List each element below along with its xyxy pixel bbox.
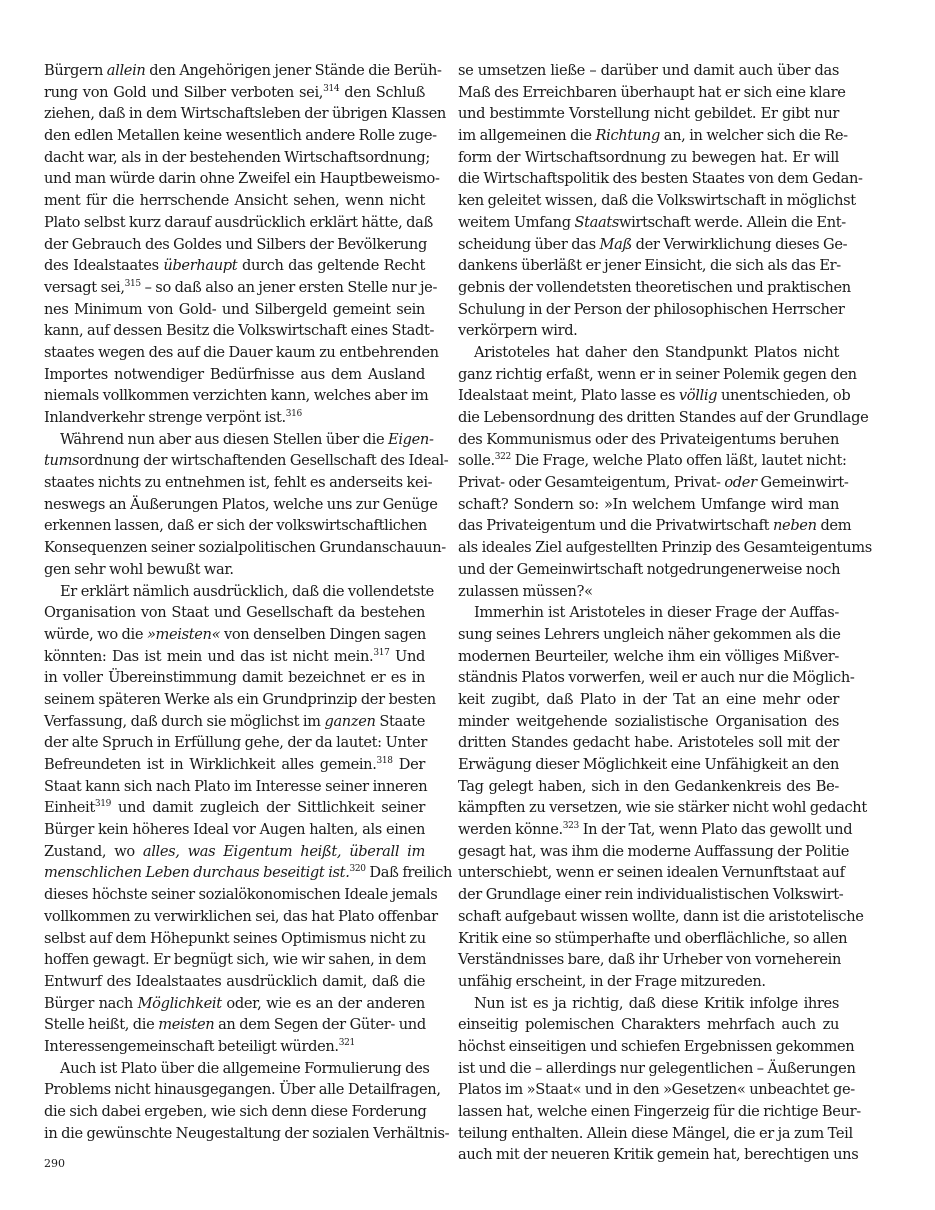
text-line xyxy=(458,1079,855,1101)
text-run: minder weitgehende sozialistische Organisation des xyxy=(458,712,839,730)
text-run: gen sehr wohl bewußt war. xyxy=(44,560,234,578)
emphasis: ganzen xyxy=(324,712,376,730)
text-run: versagt sei, xyxy=(44,278,125,296)
text-run: Daß freilich xyxy=(365,864,453,882)
text-line xyxy=(44,60,442,82)
text-run: und der Gemeinwirtschaft notgedrungenerweise noch xyxy=(458,560,841,578)
text-line xyxy=(458,646,839,668)
text-run: der Grundlage einer rein individualistischen Volkswirt- xyxy=(458,886,844,904)
text-run: dieses höchste seiner sozialökonomischen Ideale jemals xyxy=(44,886,438,904)
text-run: und damit zugleich der Sittlichkeit seiner xyxy=(110,799,425,817)
footnote-ref: 318 xyxy=(376,756,393,767)
text-line xyxy=(458,494,839,516)
footnote-ref: 323 xyxy=(562,821,579,832)
text-run: höchst einseitigen und schiefen Ergebnissen gekommen xyxy=(458,1037,855,1055)
text-line xyxy=(44,1123,450,1145)
text-run: Konsequenzen seiner sozialpolitischen Grundanschauun- xyxy=(44,539,446,557)
text-line xyxy=(458,1123,853,1145)
emphasis: überhaupt xyxy=(163,257,238,275)
text-line xyxy=(44,1058,430,1080)
text-run: weitem Umfang xyxy=(458,213,575,231)
text-line xyxy=(44,689,436,711)
text-run: dacht war, als in der bestehenden Wirtschaftsordnung; xyxy=(44,148,430,166)
emphasis: Möglichkeit xyxy=(137,994,222,1012)
text-line xyxy=(44,711,425,733)
text-line xyxy=(458,234,848,256)
text-line xyxy=(458,407,869,429)
text-line xyxy=(458,1036,855,1058)
text-run: – so daß also an jener ersten Stelle nur je- xyxy=(140,278,438,296)
text-line xyxy=(44,841,425,863)
text-run: das Privateigentum und die Privatwirtschaft xyxy=(458,517,773,535)
text-run: Der xyxy=(392,756,425,773)
text-run: an, in welcher sich die Re- xyxy=(659,127,848,145)
text-run: erkennen lassen, daß er sich der volkswirtschaftlichen xyxy=(44,517,427,535)
text-run: niemals vollkommen verzichten kann, welches aber im xyxy=(44,387,429,405)
text-line xyxy=(458,797,867,819)
text-line xyxy=(44,407,425,429)
footnote-ref: 315 xyxy=(124,279,141,290)
emphasis: Richtung xyxy=(595,127,660,145)
footnote-ref: 317 xyxy=(373,647,390,658)
footnote-ref: 316 xyxy=(285,409,302,420)
text-run: den Angehörigen jener Stände die Berüh- xyxy=(145,62,442,79)
text-line xyxy=(458,212,846,234)
text-line xyxy=(44,494,438,516)
text-line xyxy=(458,602,839,624)
text-run: kämpften zu versetzen, wie sie stärker nicht wohl gedacht xyxy=(458,799,867,817)
text-run: seinem späteren Werke als ein Grundprinzip der besten xyxy=(44,690,436,708)
text-run: sung seines Lehrers ungleich näher gekommen als die xyxy=(458,625,841,643)
text-run: Bürger kein höheres Ideal vor Augen halten, als einen xyxy=(44,821,425,839)
text-run: schaft? Sondern so: »In welchem Umfange wird man xyxy=(458,495,839,513)
text-line xyxy=(44,884,438,906)
text-line xyxy=(44,82,425,104)
text-run: wirtschaft werde. Allein die Ent- xyxy=(619,213,846,231)
text-run: In der Tat, wenn Plato das gewollt und xyxy=(578,821,853,839)
text-run: Verständnisses bare, daß ihr Urheber von vorneherein xyxy=(458,951,841,969)
text-line xyxy=(44,667,425,689)
text-run: ordnung der wirtschaftenden Gesellschaft des Ideal- xyxy=(79,452,449,470)
text-run: Stelle heißt, die xyxy=(44,1016,159,1034)
text-run: Einheit xyxy=(44,799,95,817)
text-line xyxy=(458,364,857,386)
text-run: Befreundeten ist in Wirklichkeit alles gemein. xyxy=(44,756,377,773)
text-run: Er erklärt nämlich ausdrücklich, daß die vollendetste xyxy=(60,582,434,600)
text-run: Tag gelegt haben, sich in den Gedankenkreis des Be- xyxy=(458,777,839,795)
text-run: Organisation von Staat und Gesellschaft da bestehen xyxy=(44,604,425,622)
text-line xyxy=(458,906,864,928)
text-run: Problems nicht hinausgegangen. Über alle Detailfragen, xyxy=(44,1081,441,1099)
text-run: Inlandverkehr strenge verpönt ist. xyxy=(44,409,286,426)
footnote-ref: 321 xyxy=(338,1038,355,1049)
text-run: teilung enthalten. Allein diese Mängel, die er ja zum Teil xyxy=(458,1124,853,1142)
text-line xyxy=(458,776,839,798)
text-line xyxy=(44,342,439,364)
text-run: von denselben Dingen sagen xyxy=(220,625,426,643)
text-line xyxy=(458,125,848,147)
text-line xyxy=(44,797,425,819)
text-line xyxy=(44,581,434,603)
text-line xyxy=(458,1014,839,1036)
text-run: Staate xyxy=(375,712,426,730)
text-run: modernen Beurteiler, welche ihm ein völliges Mißver- xyxy=(458,647,839,665)
text-line xyxy=(44,255,425,277)
text-run: durch das geltende Recht xyxy=(237,257,425,275)
text-line xyxy=(458,559,839,581)
text-line xyxy=(458,342,839,364)
text-line xyxy=(44,602,425,624)
text-run: ken geleitet wissen, daß die Volkswirtschaft in möglichst xyxy=(458,192,856,210)
text-run: ist und die – allerdings nur gelegentlichen – Äußerungen xyxy=(458,1059,856,1077)
text-run: zulassen müssen?« xyxy=(458,582,593,600)
text-run: die Wirtschaftspolitik des besten Staates von dem Gedan- xyxy=(458,170,863,188)
text-run: Während nun aber aus diesen Stellen über die xyxy=(60,430,389,448)
footnote-ref: 314 xyxy=(323,83,340,94)
text-run: oder, wie es an der anderen xyxy=(221,994,425,1012)
text-line xyxy=(458,190,856,212)
text-line xyxy=(44,537,446,559)
text-run: des Idealstaates xyxy=(44,257,164,275)
text-line xyxy=(458,147,839,169)
text-line xyxy=(44,1036,425,1058)
text-run: ständnis Platos vorwerfen, weil er auch nur die Möglich- xyxy=(458,669,855,687)
text-run: gesagt hat, was ihm die moderne Auffassung der Politie xyxy=(458,842,850,860)
text-run: Schulung in der Person der philosophischen Herrscher xyxy=(458,300,845,318)
text-run: dem xyxy=(816,517,852,535)
text-run: der Gebrauch des Goldes und Silbers der Bevölkerung xyxy=(44,235,427,253)
text-run: Maß des Erreichbaren überhaupt hat er sich eine klare xyxy=(458,83,846,101)
emphasis: völlig xyxy=(678,387,718,405)
text-run: solle. xyxy=(458,452,495,470)
text-run: lassen hat, welche einen Fingerzeig für die richtige Beur- xyxy=(458,1103,861,1120)
text-line xyxy=(44,1101,425,1123)
text-run: vollkommen zu verwirklichen sei, das hat Plato offenbar xyxy=(44,907,438,925)
text-run: ziehen, daß in dem Wirtschaftsleben der übrigen Klassen xyxy=(44,105,446,123)
text-line xyxy=(44,862,453,884)
text-line xyxy=(458,168,863,190)
text-run: Bürgern xyxy=(44,62,107,79)
text-line xyxy=(458,82,846,104)
text-line xyxy=(458,841,850,863)
emphasis: Eigen- xyxy=(388,430,434,448)
text-line xyxy=(44,819,425,841)
text-line xyxy=(458,1144,859,1166)
text-run: des Kommunismus oder des Privateigentums beruhen xyxy=(458,430,839,448)
text-line xyxy=(44,646,425,668)
text-line xyxy=(458,624,839,646)
text-run: die Lebensordnung des dritten Standes auf der Grundlage xyxy=(458,409,869,426)
emphasis: alles, was Eigentum heißt, überall im xyxy=(142,842,425,860)
text-run: Privat- oder Gesamteigentum, Privat- xyxy=(458,474,725,492)
text-line xyxy=(458,429,839,451)
text-line xyxy=(44,168,440,190)
text-line xyxy=(458,537,872,559)
text-run: die sich dabei ergeben, wie sich denn diese Forderung xyxy=(44,1103,427,1120)
text-run: gebnis der vollendetsten theoretischen und praktischen xyxy=(458,278,851,296)
text-line xyxy=(44,754,425,776)
text-run: nes Minimum von Gold- und Silbergeld gemeint sein xyxy=(44,300,425,318)
text-run: form der Wirtschaftsordnung zu bewegen hat. Er will xyxy=(458,148,839,166)
text-run: Interessengemeinschaft beteiligt würden. xyxy=(44,1037,339,1055)
text-run: Verfassung, daß durch sie möglichst im xyxy=(44,712,325,730)
text-line xyxy=(44,103,446,125)
text-line xyxy=(458,993,839,1015)
emphasis: »meisten« xyxy=(146,625,221,643)
text-line xyxy=(458,515,852,537)
text-line xyxy=(44,906,438,928)
text-line xyxy=(44,949,425,971)
text-run: dankens überläßt er jener Einsicht, die sich als das Er- xyxy=(458,257,841,275)
text-line xyxy=(44,559,425,581)
text-run: Erwägung dieser Möglichkeit eine Unfähigkeit an den xyxy=(458,756,840,773)
footnote-ref: 319 xyxy=(94,799,111,810)
text-line xyxy=(458,320,839,342)
text-run: als ideales Ziel aufgestellten Prinzip des Gesamteigentums xyxy=(458,539,872,557)
text-line xyxy=(458,581,839,603)
text-line xyxy=(458,472,849,494)
emphasis: Maß xyxy=(599,235,632,253)
text-run: der Verwirklichung dieses Ge- xyxy=(631,235,848,253)
text-line xyxy=(458,949,839,971)
text-run: se umsetzen ließe – darüber und damit auch über das xyxy=(458,62,839,79)
text-run: scheidung über das xyxy=(458,235,600,253)
text-line xyxy=(44,971,425,993)
text-run: Immerhin ist Aristoteles in dieser Frage der Auffas- xyxy=(474,604,839,622)
text-line xyxy=(458,819,853,841)
emphasis: oder xyxy=(724,474,757,492)
text-line xyxy=(44,234,425,256)
text-run: ganz richtig erfaßt, wenn er in seiner Polemik gegen den xyxy=(458,365,857,383)
text-run: Platos im »Staat« und in den »Gesetzen« unbeachtet ge- xyxy=(458,1081,855,1099)
text-line xyxy=(44,147,430,169)
text-line xyxy=(44,1014,425,1036)
text-run: Entwurf des Idealstaates ausdrücklich damit, daß die xyxy=(44,972,425,990)
text-run: an dem Segen der Güter- und xyxy=(214,1016,426,1034)
text-line xyxy=(44,364,425,386)
text-run: staates wegen des auf die Dauer kaum zu entbehrenden xyxy=(44,343,439,361)
emphasis: tums xyxy=(44,452,80,470)
text-run: hoffen gewagt. Er begnügt sich, wie wir sahen, in dem xyxy=(44,951,427,969)
footnote-ref: 322 xyxy=(494,452,511,463)
text-line xyxy=(44,190,425,212)
text-line xyxy=(458,385,851,407)
text-line xyxy=(44,776,428,798)
text-line xyxy=(458,884,844,906)
text-line xyxy=(44,429,434,451)
text-line xyxy=(44,320,435,342)
text-line xyxy=(458,928,848,950)
emphasis: menschlichen Leben durchaus beseitigt ist. xyxy=(44,864,350,882)
text-run: im allgemeinen die xyxy=(458,127,596,145)
text-run: neswegs an Äußerungen Platos, welche uns zur Genüge xyxy=(44,495,438,513)
text-line xyxy=(458,862,845,884)
text-line xyxy=(44,928,425,950)
right-column xyxy=(458,60,872,1166)
text-run: Plato selbst kurz darauf ausdrücklich erklärt hätte, daß xyxy=(44,213,433,231)
text-line xyxy=(44,450,449,472)
text-line xyxy=(458,255,839,277)
text-run: dritten Standes gedacht habe. Aristoteles soll mit der xyxy=(458,734,839,752)
text-run: Gemeinwirt- xyxy=(756,474,849,492)
text-run: unfähig erscheint, in der Frage mitzureden. xyxy=(458,972,766,990)
text-line xyxy=(458,667,855,689)
text-run: rung von Gold und Silber verboten sei, xyxy=(44,83,324,101)
text-run: würde, wo die xyxy=(44,625,147,643)
text-run: Aristoteles hat daher den Standpunkt Platos nicht xyxy=(474,343,839,361)
text-run: Nun ist es ja richtig, daß diese Kritik infolge ihres xyxy=(474,994,839,1012)
text-run: ment für die herrschende Ansicht sehen, wenn nicht xyxy=(44,192,425,210)
text-line xyxy=(458,299,845,321)
text-run: in die gewünschte Neugestaltung der sozialen Verhältnis- xyxy=(44,1124,450,1142)
emphasis: meisten xyxy=(158,1016,215,1034)
text-run: auch mit der neueren Kritik gemein hat, berechtigen uns xyxy=(458,1146,859,1164)
text-run: den edlen Metallen keine wesentlich andere Rolle zuge- xyxy=(44,127,437,145)
text-line xyxy=(458,732,839,754)
text-run: unterschiebt, wenn er seinen idealen Vernunftstaat auf xyxy=(458,864,845,882)
left-column xyxy=(44,60,453,1144)
text-run: Staat kann sich nach Plato im Interesse seiner inneren xyxy=(44,777,428,795)
text-run: könnten: Das ist mein und das ist nicht mein. xyxy=(44,647,374,665)
footnote-ref: 320 xyxy=(349,864,366,875)
text-run: und man würde darin ohne Zweifel ein Hauptbeweismo- xyxy=(44,170,440,188)
text-line xyxy=(458,754,839,776)
emphasis: neben xyxy=(772,517,817,535)
text-line xyxy=(44,624,425,646)
text-line xyxy=(458,711,839,733)
text-run: der alte Spruch in Erfüllung gehe, der da lautet: Unter xyxy=(44,734,427,752)
emphasis: allein xyxy=(106,62,146,79)
text-line xyxy=(458,1101,861,1123)
text-line xyxy=(458,277,851,299)
text-run: werden könne. xyxy=(458,821,563,839)
page-number: 290 xyxy=(44,1157,65,1170)
text-line xyxy=(44,732,425,754)
text-line xyxy=(44,277,438,299)
text-line xyxy=(44,299,425,321)
text-run: in voller Übereinstimmung damit bezeichnet er es in xyxy=(44,669,425,687)
text-run: Und xyxy=(389,647,426,665)
text-line xyxy=(44,212,433,234)
text-line xyxy=(458,450,847,472)
text-line xyxy=(44,993,425,1015)
text-run: Importes notwendiger Bedürfnisse aus dem Ausland xyxy=(44,365,425,383)
text-run: unentschieden, ob xyxy=(717,387,851,405)
text-run: und bestimmte Vorstellung nicht gebildet. Er gibt nur xyxy=(458,105,839,123)
text-run: Bürger nach xyxy=(44,994,138,1012)
text-line xyxy=(44,125,437,147)
text-line xyxy=(44,1079,441,1101)
text-run: selbst auf dem Höhepunkt seines Optimismus nicht zu xyxy=(44,929,426,947)
text-run: Die Frage, welche Plato offen läßt, lautet nicht: xyxy=(510,452,847,470)
text-line xyxy=(458,103,839,125)
text-run: Zustand, wo xyxy=(44,842,143,860)
text-line xyxy=(44,385,429,407)
text-run: kann, auf dessen Besitz die Volkswirtschaft eines Stadt- xyxy=(44,322,435,340)
text-line xyxy=(458,60,839,82)
text-run: Kritik eine so stümperhafte und oberflächliche, so allen xyxy=(458,929,848,947)
text-run: keit zugibt, daß Plato in der Tat an eine mehr oder xyxy=(458,690,839,708)
text-line xyxy=(458,689,839,711)
text-line xyxy=(458,971,839,993)
emphasis: Staats xyxy=(574,213,620,231)
text-line xyxy=(44,515,425,537)
text-run: Idealstaat meint, Plato lasse es xyxy=(458,387,679,405)
text-line xyxy=(458,1058,856,1080)
text-run: verkörpern wird. xyxy=(458,322,578,340)
text-run: schaft aufgebaut wissen wollte, dann ist die aristotelische xyxy=(458,907,864,925)
text-line xyxy=(44,472,433,494)
text-run: einseitig polemischen Charakters mehrfach auch zu xyxy=(458,1016,839,1034)
text-run: Auch ist Plato über die allgemeine Formulierung des xyxy=(60,1059,430,1077)
text-run: staates nichts zu entnehmen ist, fehlt es anderseits kei- xyxy=(44,474,433,492)
text-run: den Schluß xyxy=(339,83,425,101)
